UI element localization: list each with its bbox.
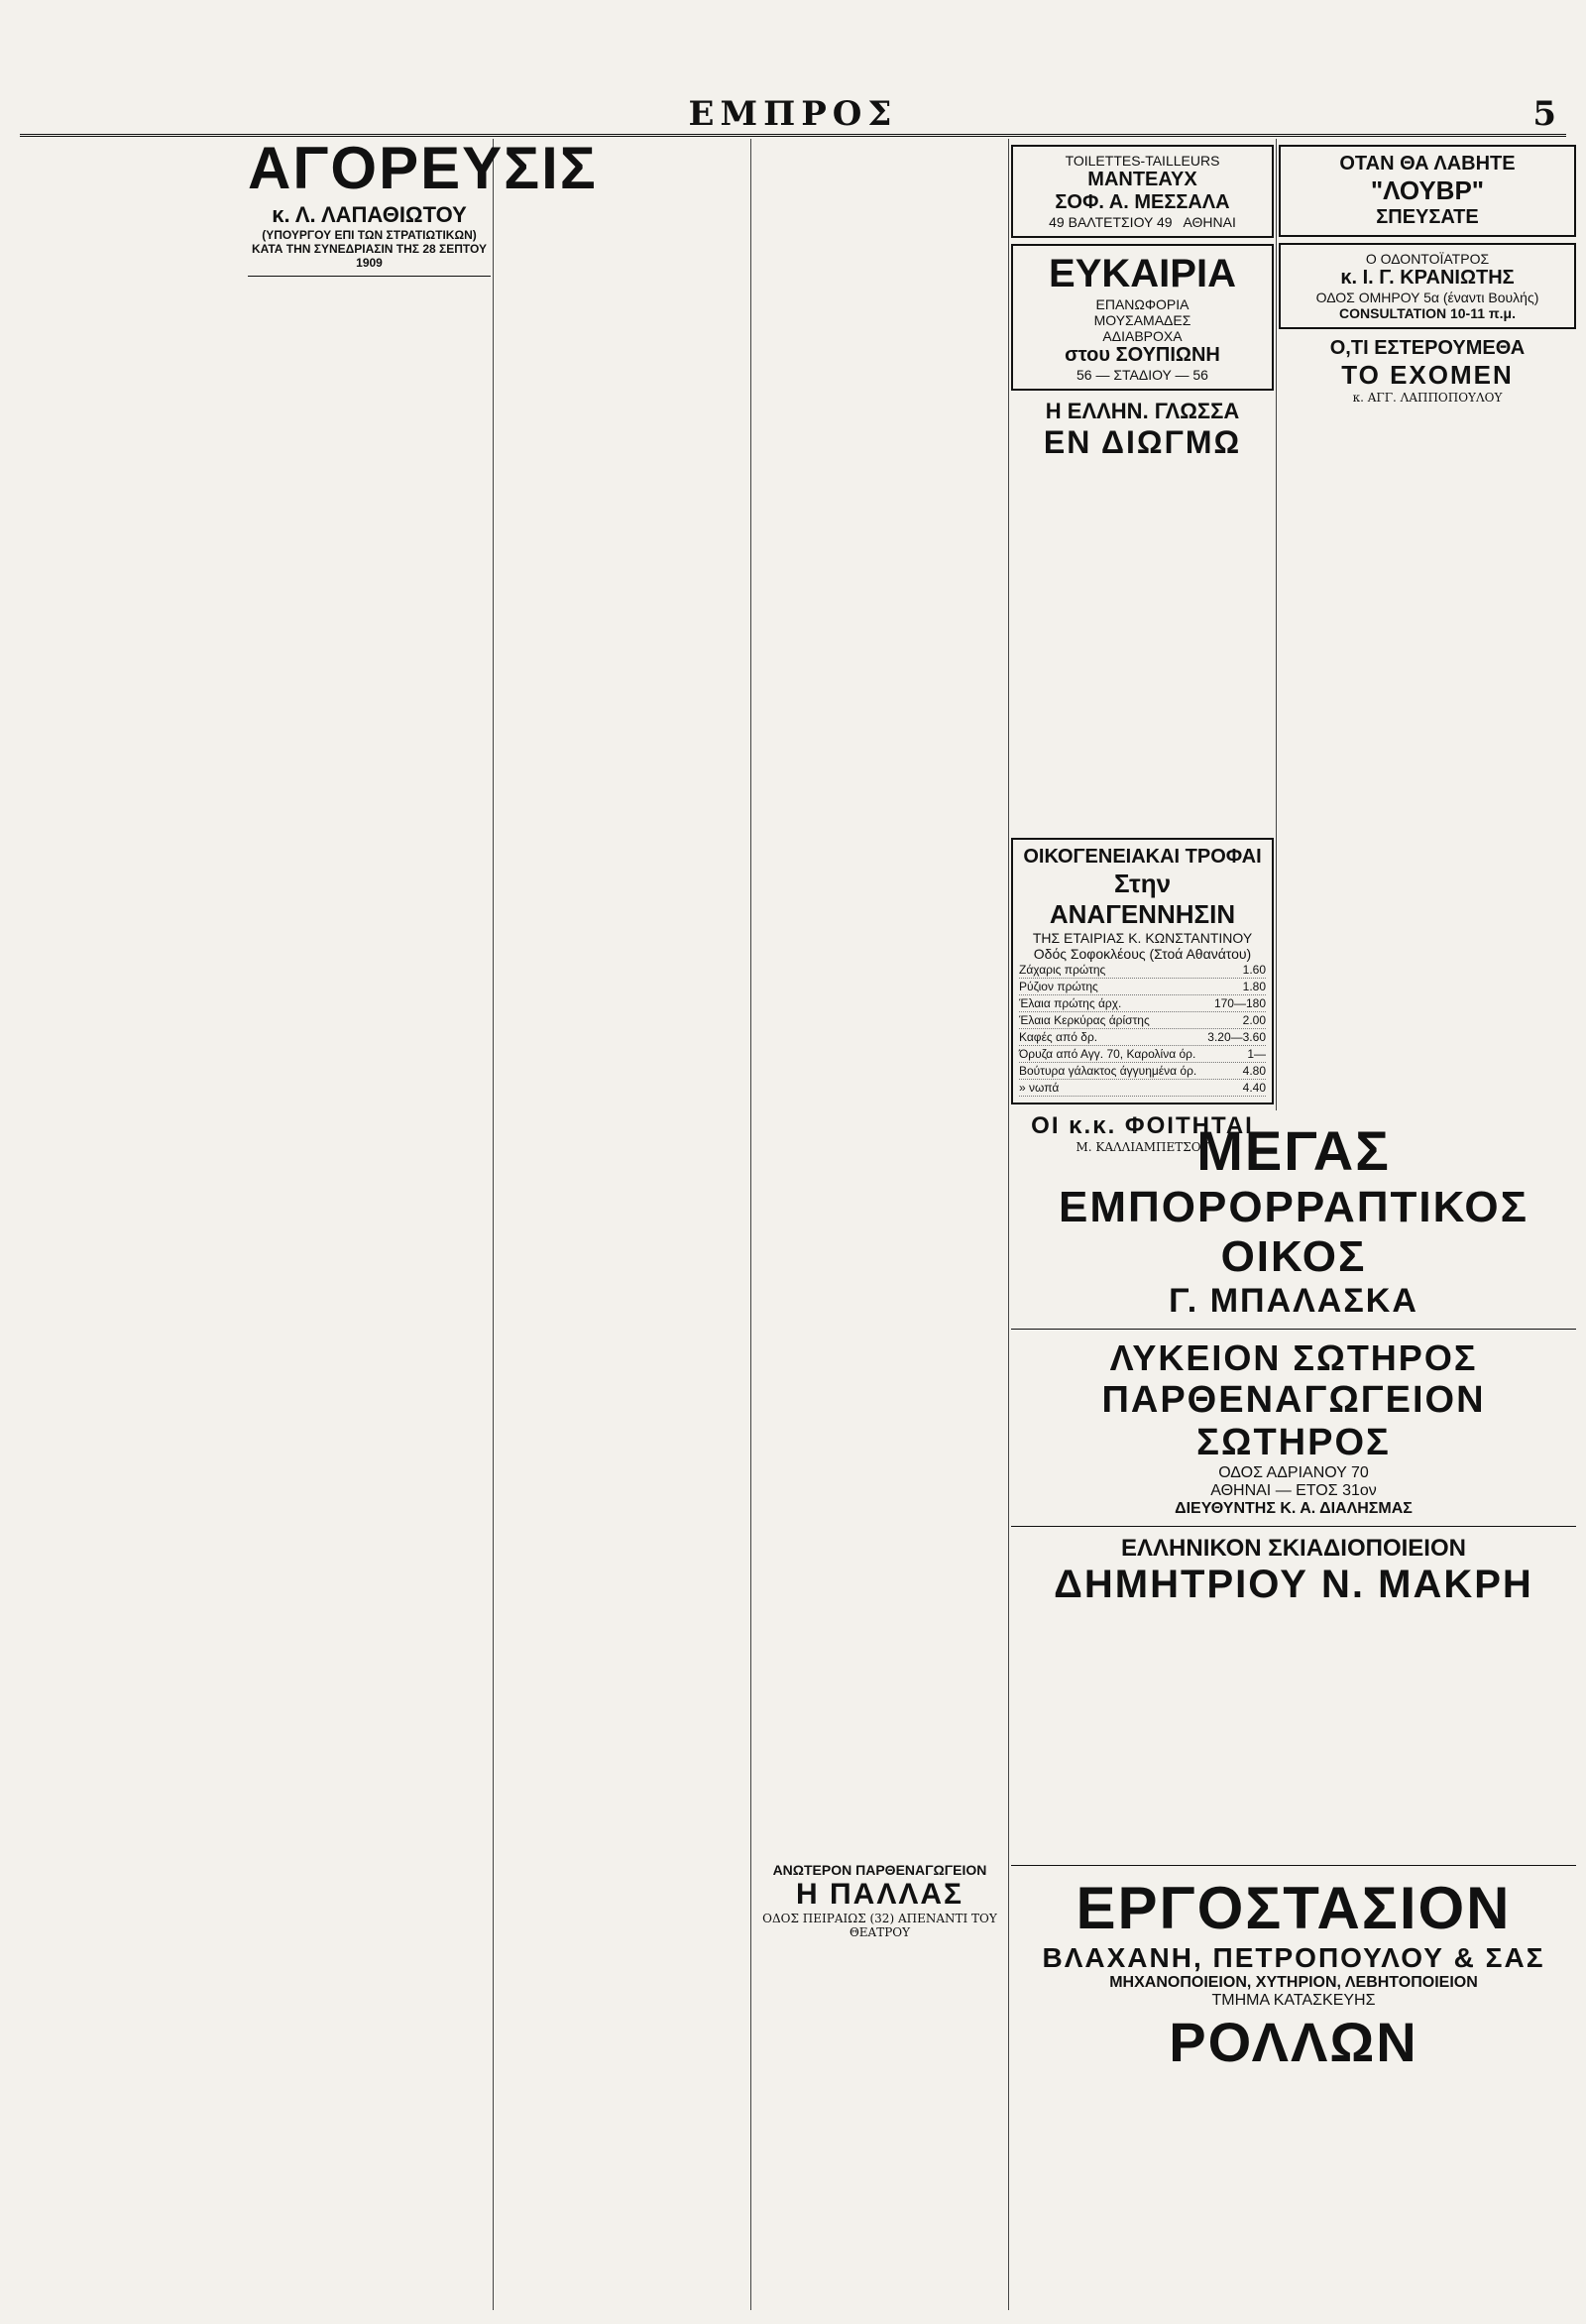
price-value: 4.40 bbox=[1242, 1081, 1266, 1095]
tailor-big: ΜΕΓΑΣ bbox=[1196, 1119, 1391, 1182]
column-divider bbox=[1008, 139, 1009, 2310]
umbrella-title: ΕΛΛΗΝΙΚΟΝ ΣΚΙΑΔΙΟΠΟΙΕΙΟΝ bbox=[1121, 1535, 1466, 1562]
firm-name: κ. ΑΓΓ. ΛΑΠΠΟΠΟΥΛΟΥ bbox=[1352, 391, 1503, 405]
school-city: ΑΘΗΝΑΙ — ΕΤΟΣ 31ον bbox=[1210, 1482, 1377, 1499]
shop-ad-city: ΑΘΗΝΑΙ bbox=[1183, 214, 1236, 230]
price-item: Έλαια Κερκύρας άρίστης bbox=[1019, 1013, 1150, 1027]
rule bbox=[1011, 1865, 1576, 1866]
dentist-label: Ο ΟΔΟΝΤΟΪΑΤΡΟΣ bbox=[1365, 251, 1490, 267]
firm-title: Ο,ΤΙ ΕΣΤΕΡΟΥΜΕΘΑ bbox=[1329, 337, 1526, 359]
price-value: 1.60 bbox=[1242, 963, 1266, 977]
column-3 bbox=[753, 139, 1006, 2310]
price-row bbox=[1019, 1029, 1266, 1046]
dentist-address: ΟΔΟΣ ΟΜΗΡΟΥ 5α (έναντι Βουλής) bbox=[1315, 290, 1539, 305]
rule bbox=[248, 276, 491, 277]
shop-ad-address bbox=[1019, 214, 1266, 230]
headline: ΑΓΟΡΕΥΣΙΣ bbox=[248, 135, 598, 201]
louvre-title: ΟΤΑΝ ΘΑ ΛΑΒΗΤΕ bbox=[1339, 153, 1516, 174]
price-value: 4.80 bbox=[1242, 1064, 1266, 1078]
umbrella-name: ΔΗΜΗΤΡΙΟΥ Ν. ΜΑΚΡΗ bbox=[1054, 1563, 1533, 1606]
price-row bbox=[1019, 962, 1266, 979]
students-name: Μ. ΚΑΛΛΙΑΜΠΕΤΣΟΥ bbox=[1076, 1140, 1209, 1154]
grocery-company: ΤΗΣ ΕΤΑΙΡΙΑΣ Κ. ΚΩΝΣΤΑΝΤΙΝΟΥ bbox=[1032, 930, 1253, 946]
school-ad bbox=[753, 1862, 1006, 1939]
shop-ad bbox=[1011, 145, 1274, 238]
school-title: ΛΥΚΕΙΟΝ ΣΩΤΗΡΟΣ bbox=[1109, 1337, 1478, 1378]
shop-ad-title: TOILETTES-TAILLEURS bbox=[1065, 153, 1220, 169]
column-divider bbox=[750, 139, 751, 2310]
school-ad bbox=[1011, 1337, 1576, 1518]
price-value: 1— bbox=[1247, 1047, 1266, 1061]
dentist-ad bbox=[1279, 243, 1576, 329]
louvre-ad bbox=[1279, 145, 1576, 237]
sale-line: 56 — ΣΤΑΔΙΟΥ — 56 bbox=[1076, 367, 1208, 383]
column-divider bbox=[1276, 139, 1277, 1110]
louvre-name: "ΛΟΥΒΡ" bbox=[1370, 175, 1485, 205]
school-ad-title: ΑΝΩΤΕΡΟΝ ΠΑΡΘΕΝΑΓΩΓΕΙΟΝ bbox=[772, 1862, 987, 1878]
subheadline: κ. Λ. ΛΑΠΑΘΙΩΤΟΥ bbox=[272, 202, 467, 227]
price-row bbox=[1019, 1080, 1266, 1097]
factory-line: ΜΗΧΑΝΟΠΟΙΕΙΟΝ, ΧΥΤΗΡΙΟΝ, ΛΕΒΗΤΟΠΟΙΕΙΟΝ bbox=[1109, 1974, 1478, 1991]
price-value: 1.80 bbox=[1242, 980, 1266, 993]
page-number: 5 bbox=[1532, 94, 1556, 134]
price-item: Καφές από δρ. bbox=[1019, 1030, 1098, 1044]
hurry-label: ΣΠΕΥΣΑΤΕ bbox=[1376, 206, 1479, 228]
shop-ad-name: ΣΟΦ. Α. ΜΕΣΣΑΛΑ bbox=[1055, 191, 1230, 213]
session-line: ΚΑΤΑ ΤΗΝ ΣΥΝΕΔΡΙΑΣΙΝ ΤΗΣ 28 ΣΕΠΤΟΥ 1909 bbox=[251, 242, 487, 270]
school-ad-name: Η ΠΑΛΛΑΣ bbox=[795, 1878, 964, 1911]
price-item: Ζάχαρις πρώτης bbox=[1019, 963, 1106, 977]
firm-sub: ΤΟ ΕΧΟΜΕΝ bbox=[1341, 360, 1514, 390]
umbrella-ad bbox=[1011, 1535, 1576, 1607]
shop-ad-sub: ΜΑΝΤΕΑΥΧ bbox=[1087, 169, 1197, 190]
factory-dept: ΤΜΗΜΑ ΚΑΤΑΣΚΕΥΗΣ bbox=[1211, 1992, 1376, 2009]
grocery-ad bbox=[1011, 838, 1274, 1104]
tailor-name: Γ. ΜΠΑΛΑΣΚΑ bbox=[1169, 1282, 1418, 1320]
byline: (ΥΠΟΥΡΓΟΥ ΕΠΙ ΤΩΝ ΣΤΡΑΤΙΩΤΙΚΩΝ) bbox=[262, 228, 477, 242]
grocery-sub: Στην ΑΝΑΓΕΝΝΗΣΙΝ bbox=[1049, 869, 1236, 929]
price-item: Ρύζιον πρώτης bbox=[1019, 980, 1098, 993]
price-row bbox=[1019, 979, 1266, 995]
price-value: 170—180 bbox=[1213, 996, 1266, 1010]
newspaper-title: ΕΜΠΡΟΣ bbox=[688, 94, 898, 134]
factory-product: ΡΟΛΛΩΝ bbox=[1169, 2011, 1418, 2073]
grocery-address: Οδός Σοφοκλέους (Στοά Αθανάτου) bbox=[1033, 946, 1252, 962]
rule bbox=[1011, 1526, 1576, 1527]
price-row bbox=[1019, 995, 1266, 1012]
sale-line: στου ΣΟΥΠΙΩΝΗ bbox=[1065, 344, 1220, 366]
language-story-header bbox=[1011, 399, 1274, 461]
price-item: » νωπά bbox=[1019, 1081, 1060, 1095]
school-sub: ΠΑΡΘΕΝΑΓΩΓΕΙΟΝ ΣΩΤΗΡΟΣ bbox=[1101, 1379, 1486, 1463]
dentist-hours: CONSULTATION 10-11 π.μ. bbox=[1339, 305, 1516, 321]
story-sub: ΕΝ ΔΙΩΓΜΩ bbox=[1043, 424, 1242, 460]
dentist-name: κ. Ι. Γ. ΚΡΑΝΙΩΤΗΣ bbox=[1340, 267, 1515, 289]
price-list bbox=[1019, 962, 1266, 1097]
factory-sub: ΒΛΑΧΑΝΗ, ΠΕΤΡΟΠΟΥΛΟΥ & ΣΑΣ bbox=[1042, 1942, 1545, 1973]
price-item: Όρυζα από Αγγ. 70, Καρολίνα όρ. bbox=[1019, 1047, 1196, 1061]
grocery-title: ΟΙΚΟΓΕΝΕΙΑΚΑΙ ΤΡΟΦΑΙ bbox=[1023, 846, 1262, 868]
sale-line: ΕΠΑΝΩΦΟΡΙΑ bbox=[1095, 296, 1190, 312]
school-ad-address: ΟΔΟΣ ΠΕΙΡΑΙΩΣ (32) ΑΠΕΝΑΝΤΙ ΤΟΥ ΘΕΑΤΡΟΥ bbox=[762, 1912, 997, 1939]
story-title: Η ΕΛΛΗΝ. ΓΛΩΣΣΑ bbox=[1045, 399, 1240, 423]
column-divider bbox=[493, 139, 494, 2310]
shop-ad-addr-text: 49 ΒΑΛΤΕΤΣΙΟΥ 49 bbox=[1049, 214, 1173, 230]
price-row bbox=[1019, 1012, 1266, 1029]
price-row bbox=[1019, 1046, 1266, 1063]
column-1 bbox=[248, 135, 598, 2310]
sale-title: ΕΥΚΑΙΡΙΑ bbox=[1049, 252, 1236, 295]
masthead bbox=[20, 94, 1566, 137]
price-item: Βούτυρα γάλακτος άγγυημένα όρ. bbox=[1019, 1064, 1197, 1078]
factory-title: ΕΡΓΟΣΤΑΣΙΟΝ bbox=[1076, 1875, 1512, 1941]
tailor-title: ΕΜΠΟΡΟΡΡΑΠΤΙΚΟΣ ΟΙΚΟΣ bbox=[1058, 1183, 1529, 1281]
price-value: 3.20—3.60 bbox=[1207, 1030, 1266, 1044]
column-2 bbox=[496, 139, 748, 2310]
firm-ad bbox=[1279, 337, 1576, 405]
price-row bbox=[1019, 1063, 1266, 1080]
rule bbox=[1011, 1329, 1576, 1330]
school-director: ΔΙΕΥΘΥΝΤΗΣ Κ. Α. ΔΙΑΛΗΣΜΑΣ bbox=[1175, 1500, 1413, 1517]
price-value: 2.00 bbox=[1242, 1013, 1266, 1027]
sale-ad bbox=[1011, 244, 1274, 391]
school-address: ΟΔΟΣ ΑΔΡΙΑΝΟΥ 70 bbox=[1218, 1464, 1369, 1481]
students-title: ΟΙ κ.κ. ΦΟΙΤΗΤΑΙ bbox=[1031, 1112, 1254, 1139]
factory-ad bbox=[1011, 1874, 1576, 2074]
price-item: Έλαια πρώτης άρχ. bbox=[1019, 996, 1122, 1010]
sale-line: ΑΔΙΑΒΡΟΧΑ bbox=[1102, 328, 1183, 344]
tailor-ad bbox=[1011, 1118, 1576, 1321]
sale-line: ΜΟΥΣΑΜΑΔΕΣ bbox=[1093, 312, 1191, 328]
lower-right-ads bbox=[1011, 1110, 1576, 2310]
